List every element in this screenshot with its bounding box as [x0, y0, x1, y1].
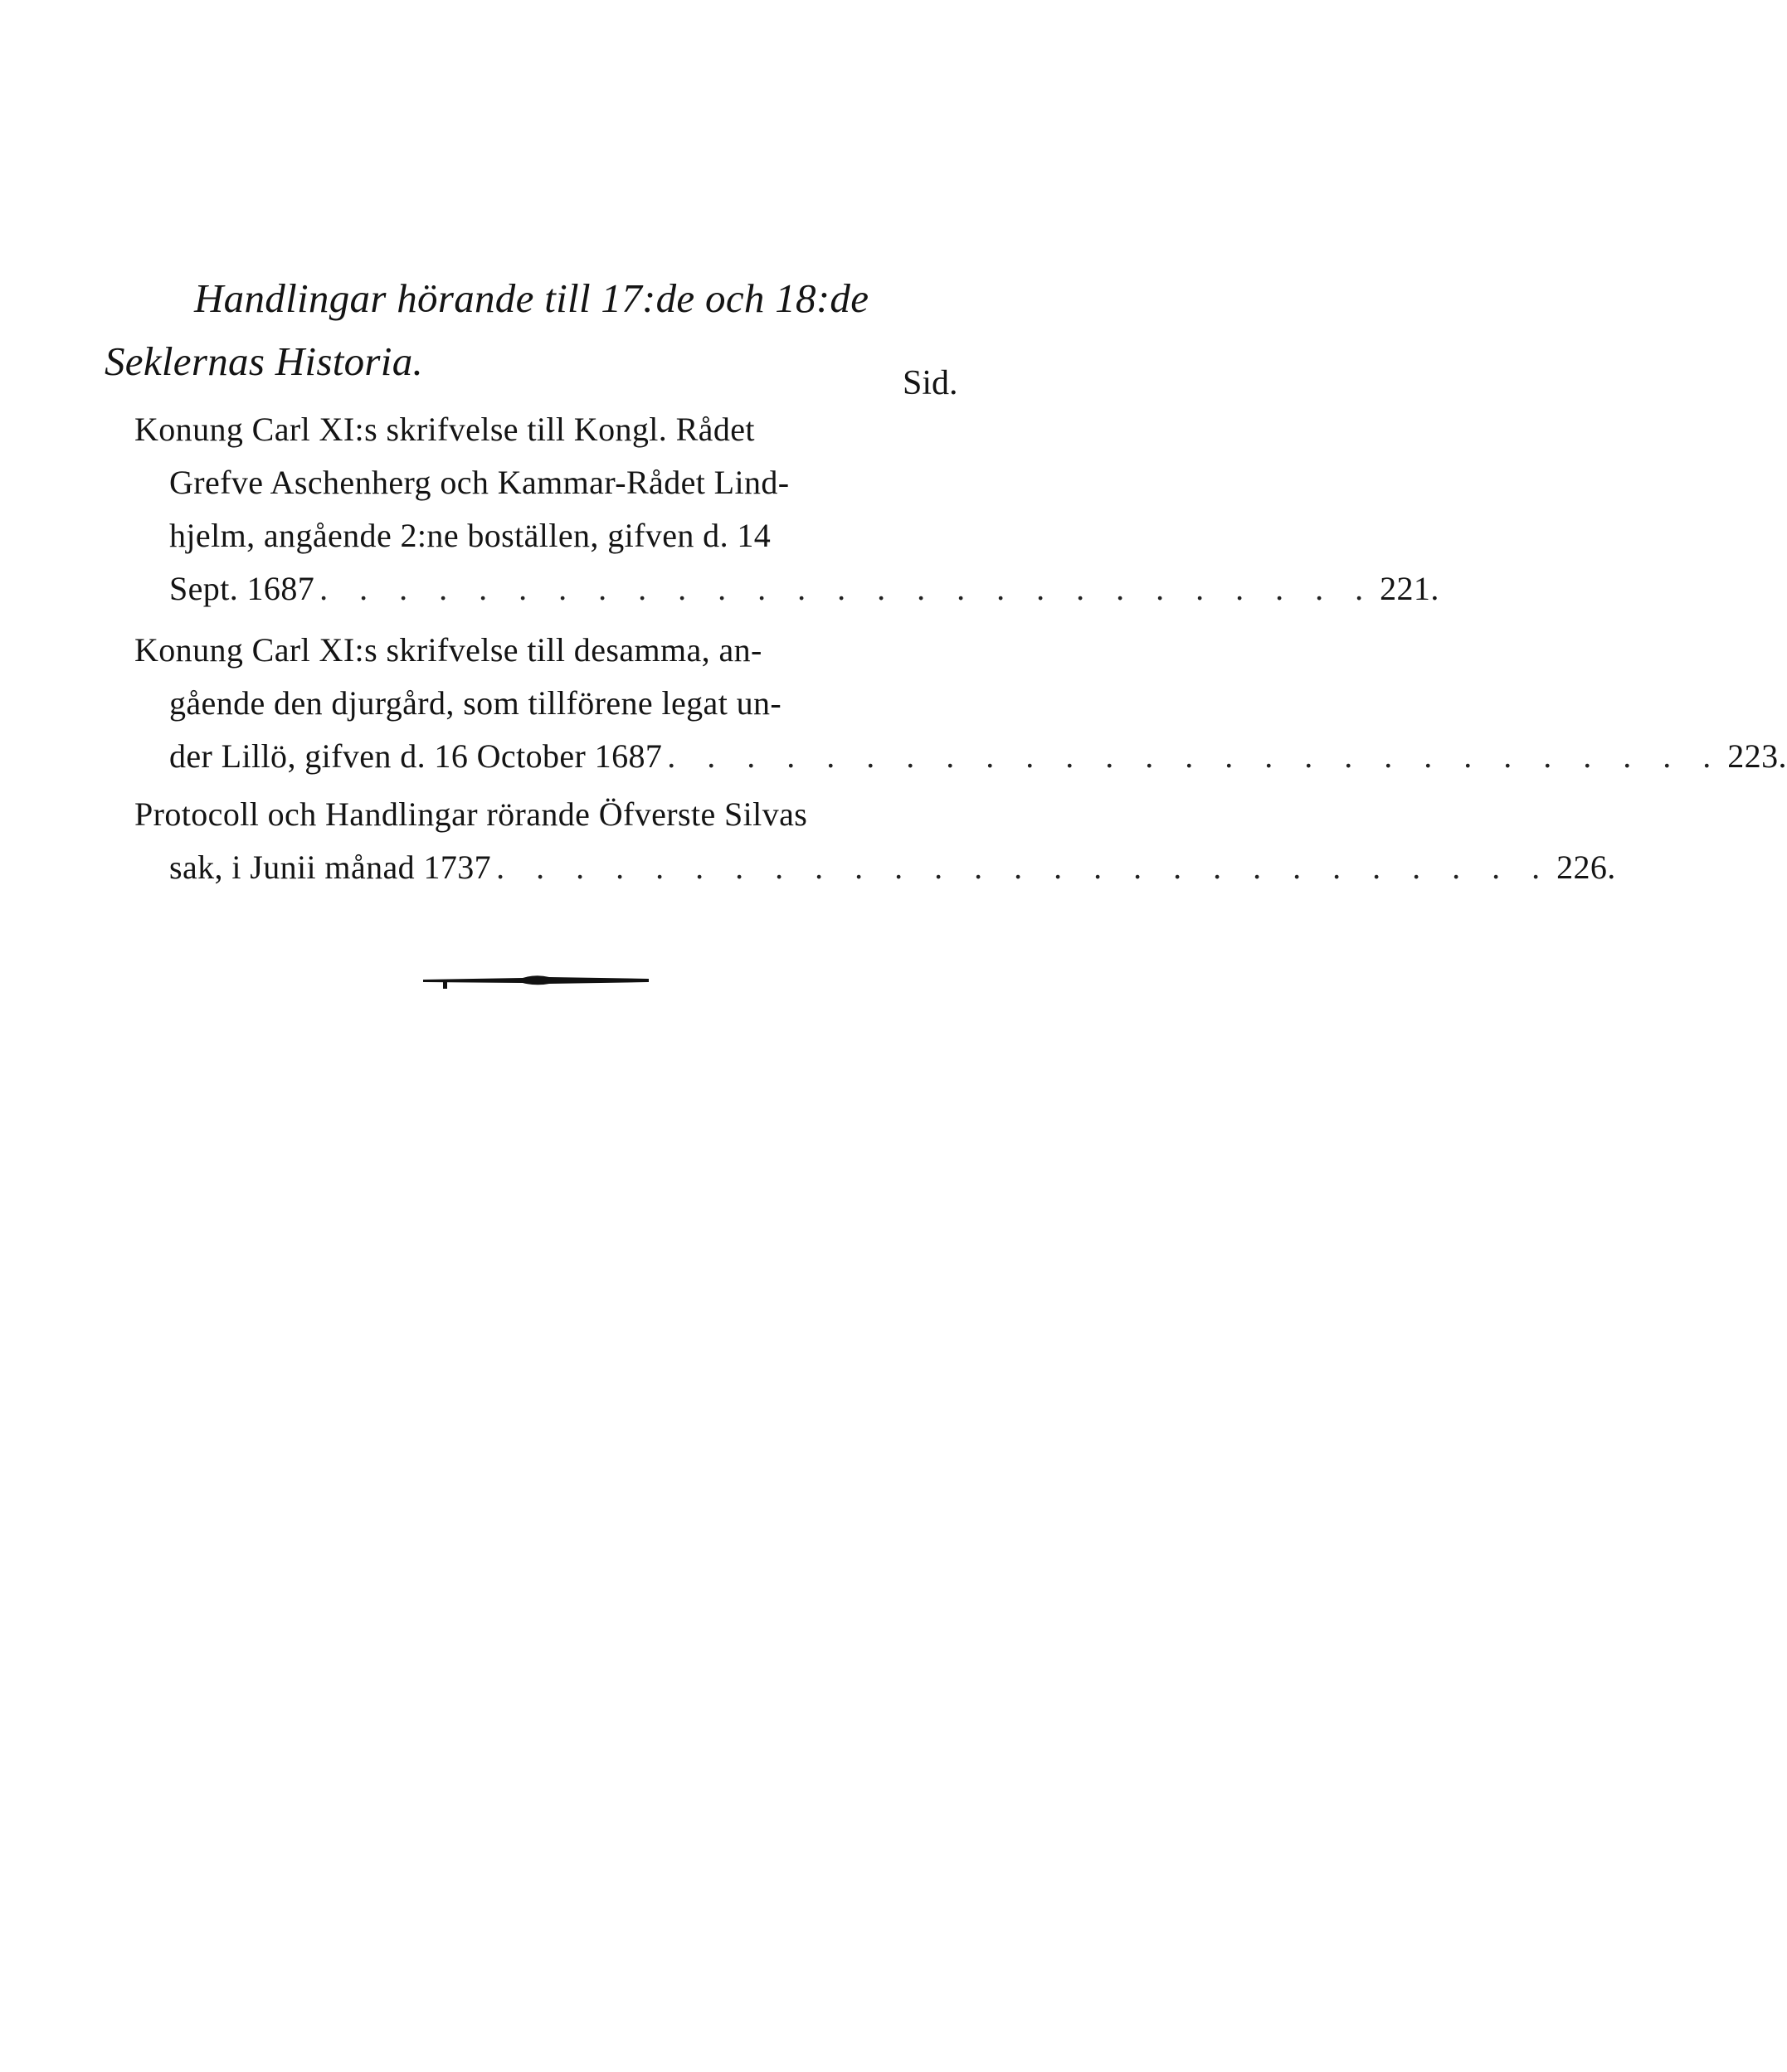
toc-entry — [134, 624, 1787, 783]
entry-line: Konung Carl XI:s skrifvelse till desamma, an- — [134, 631, 762, 669]
entry-line-text: Sept. 1687 — [169, 570, 315, 607]
ornamental-rule — [423, 972, 649, 990]
entry-page-number: 221. — [1380, 570, 1439, 607]
entry-line: Konung Carl XI:s skrifvelse till Kongl. Rådet — [134, 411, 755, 448]
entry-line-text: sak, i Junii månad 1737 — [169, 849, 492, 886]
entry-line-text: der Lillö, gifven d. 16 October 1687 — [169, 737, 663, 775]
heading-line-2: Seklernas Historia. — [105, 338, 424, 384]
entry-line: Grefve Aschenherg och Kammar-Rådet Lind- — [169, 464, 790, 501]
entry-last-line — [134, 562, 1439, 615]
toc-entry — [134, 788, 1616, 894]
entry-last-line — [134, 841, 1616, 894]
leader-dots: . . . . . . . . . . . . . . . . . . . . . . . . . . . — [319, 570, 1376, 607]
entry-page-number: 223. — [1727, 737, 1787, 775]
page-column-label: Sid. — [903, 364, 958, 402]
toc-entry — [134, 403, 1439, 615]
entry-line: hjelm, angående 2:ne boställen, gifven d. 14 — [169, 517, 772, 554]
heading-line-1: Handlingar hörande till 17:de och 18:de — [194, 275, 869, 321]
section-heading — [105, 267, 976, 393]
leader-dots: . . . . . . . . . . . . . . . . . . . . . . . . . . . — [496, 849, 1552, 886]
entry-page-number: 226. — [1556, 849, 1616, 886]
entry-last-line — [134, 730, 1787, 783]
entry-line: Protocoll och Handlingar rörande Öfverste Silvas — [134, 795, 808, 833]
leader-dots: . . . . . . . . . . . . . . . . . . . . . . . . . . . — [667, 737, 1723, 775]
entry-line: gående den djurgård, som tillförene legat un- — [169, 684, 782, 722]
